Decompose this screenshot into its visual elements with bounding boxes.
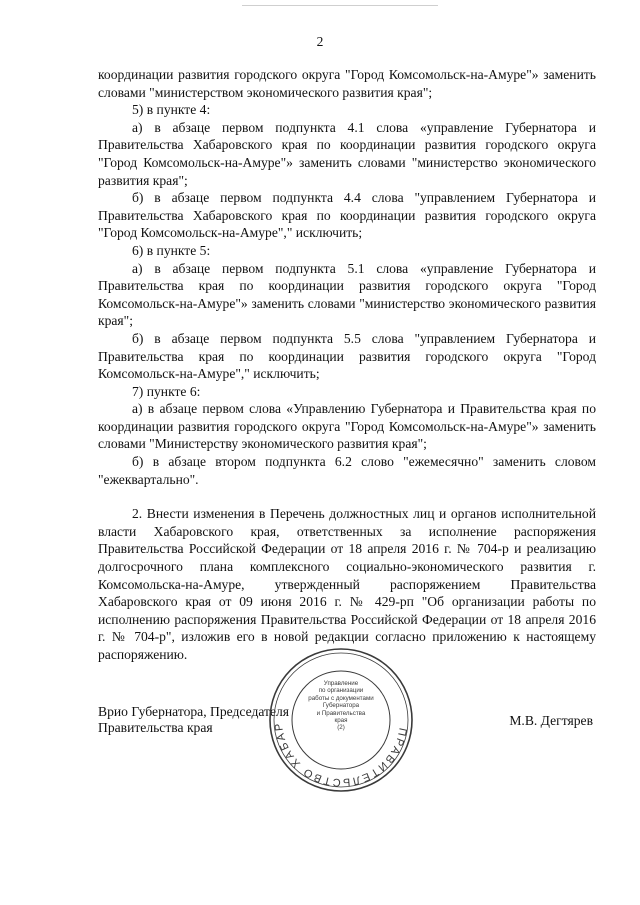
paragraph: б) в абзаце втором подпункта 6.2 слово "ежемесячно" заменить словом "ежеквартально". — [98, 454, 596, 487]
paragraph: 2. Внести изменения в Перечень должностных лиц и органов исполнительной власти Хабаровского края, ответственных за исполнение распоряжения Правительства Российской Федерации от 18 апреля 2016 г. № 704-р и реализацию долгосрочного плана комплексного социально-экономического развития г. Комсомольска-на-Амуре, утвержденный распоряжением Правительства Хабаровского края от 09 июня 2016 г. № 429-рп "Об организации работы по исполнению распоряжения Правительства Российской Федерации от 18 апреля 2016 г. № 704-р", изложив его в новой редакции согласно приложению к настоящему распоряжению. — [98, 506, 596, 662]
seal-ring-text: ПРАВИТЕЛЬСТВО ХАБАР — [272, 721, 409, 789]
seal-line: края — [334, 717, 348, 725]
signatory-position — [98, 704, 289, 736]
seal-line: Управление — [323, 680, 359, 687]
seal-line: (2) — [337, 724, 345, 732]
paragraph: а) в абзаце первом подпункта 5.1 слова «управление Губернатора и Правительства края по координации развития городского округа "Город Комсомольск-на-Амуре"» заменить словами "министерство экономического развития края"; — [98, 260, 596, 329]
top-rule — [242, 5, 438, 6]
seal-line: по организации — [318, 687, 364, 695]
paragraph: координации развития городского округа "Город Комсомольск-на-Амуре"» заменить словами "министерством экономического развития края"; — [98, 67, 596, 100]
paragraph: 7) пункте 6: — [132, 383, 201, 399]
seal-line: и Правительства — [316, 709, 366, 717]
paragraph: 6) в пункте 5: — [132, 242, 211, 258]
paragraph: б) в абзаце первом подпункта 4.4 слова "управлением Губернатора и Правительства Хабаровского края по координации развития городского округа "Город Комсомольск-на-Амуре"," исключить; — [98, 190, 596, 241]
paragraph: а) в абзаце первом подпункта 4.1 слова «управление Губернатора и Правительства Хабаровского края по координации развития городского округа "Город Комсомольск-на-Амуре"» заменить словами "министерство экономического развития края"; — [98, 119, 596, 188]
page-number: 2 — [316, 34, 324, 49]
seal-line: работы с документами — [308, 694, 374, 702]
paragraph: а) в абзаце первом слова «Управлению Губернатора и Правительства края по координации развития городского округа "Город Комсомольск-на-Амуре"» заменить словами "Министерству экономического развития края"; — [98, 401, 596, 452]
document-body — [98, 66, 596, 664]
signatory-name: М.В. Дегтярев — [509, 713, 593, 728]
signatory-position-line: Врио Губернатора, Председателя — [98, 704, 290, 719]
signatory-position-line: Правительства края — [98, 720, 213, 735]
paragraph: б) в абзаце первом подпункта 5.5 слова "управлением Губернатора и Правительства края по координации развития городского округа "Город Комсомольск-на-Амуре"," исключить; — [98, 330, 596, 382]
official-seal — [266, 646, 416, 794]
paragraph: 5) в пункте 4: — [132, 102, 211, 118]
seal-line: Губернатора — [322, 702, 360, 710]
seal-inner-text — [296, 680, 386, 732]
